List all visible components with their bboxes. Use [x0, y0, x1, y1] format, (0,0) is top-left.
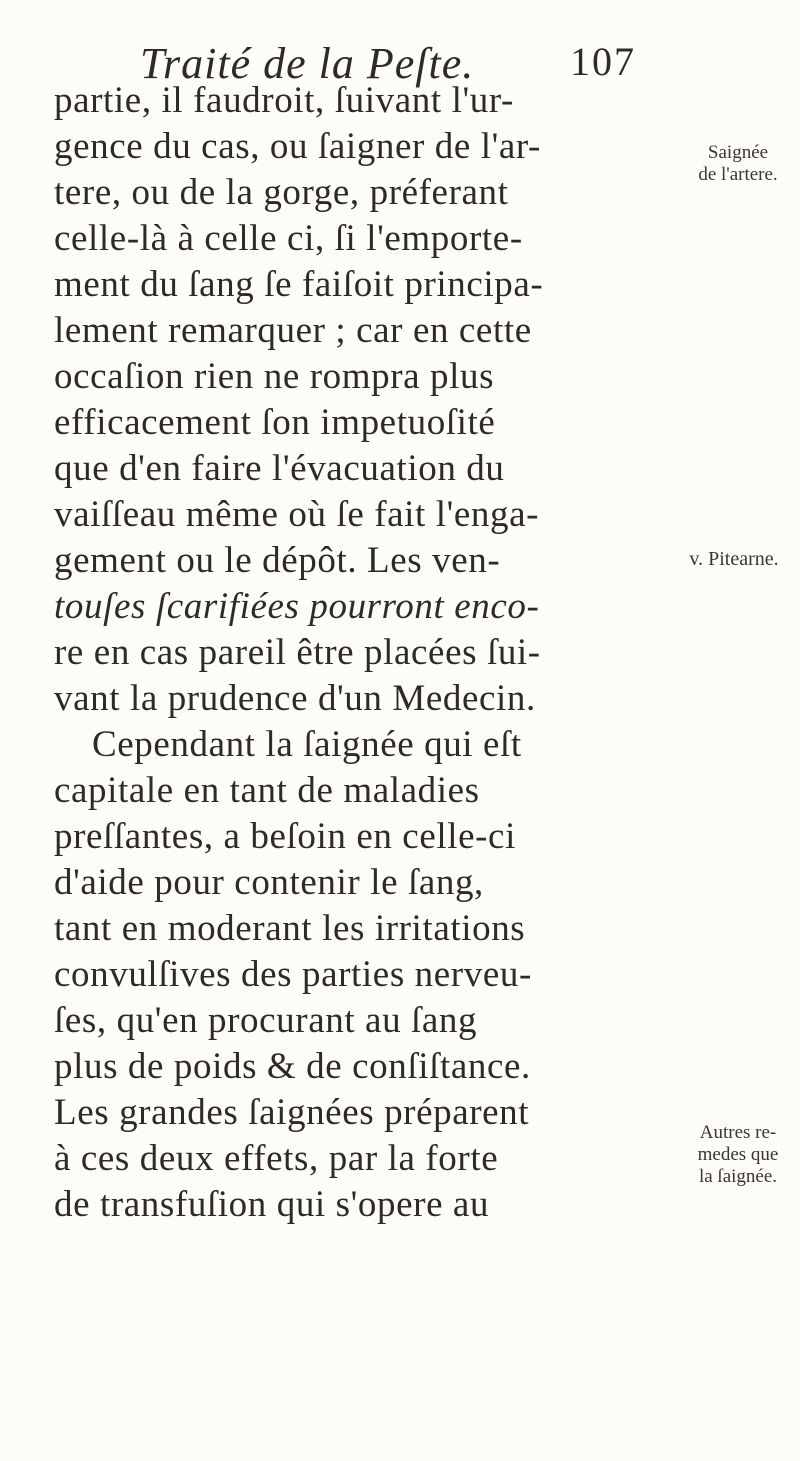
text-line: gence du cas, ou ſaigner de l'ar- [54, 126, 541, 167]
text-line: partie, il faudroit, ſuivant l'ur- [54, 80, 514, 121]
running-title: Traité de la Peſte. [140, 39, 475, 88]
margin-note-line: medes que [697, 1144, 779, 1165]
text-line: re en cas pareil être placées ſui- [54, 632, 541, 673]
margin-note-line: Saignée [707, 142, 769, 163]
text-line: occaſion rien ne rompra plus [54, 356, 495, 397]
text-line: gement ou le dépôt. Les ven- [54, 540, 501, 581]
text-line: tant en moderant les irritations [54, 908, 526, 949]
text-line: Les grandes ſaignées préparent [54, 1092, 530, 1133]
text-line: vaiſſeau même où ſe fait l'enga- [54, 494, 540, 535]
text-line: plus de poids & de conſiſtance. [54, 1046, 531, 1087]
text-line: d'aide pour contenir le ſang, [54, 862, 484, 903]
page-number: 107 [570, 39, 636, 84]
text-line: à ces deux effets, par la forte [54, 1138, 499, 1179]
margin-note-pitearne [672, 548, 796, 570]
text-line: que d'en faire l'évacuation du [54, 448, 505, 489]
margin-note-line: Autres re- [699, 1122, 777, 1143]
margin-note-line: v. Pitearne. [689, 548, 779, 570]
text-line: vant la prudence d'un Medecin. [54, 678, 536, 719]
margin-note-line: de l'artere. [698, 164, 778, 185]
margin-note-line: la ſaignée. [698, 1166, 778, 1187]
text-line: capitale en tant de maladies [54, 770, 480, 811]
text-line: tere, ou de la gorge, préferant [54, 172, 509, 213]
text-line: lement remarquer ; car en cette [54, 310, 532, 351]
text-line: efficacement ſon impetuoſité [54, 402, 496, 443]
text-line: preſſantes, a beſoin en celle-ci [54, 816, 516, 857]
text-line: convulſives des parties nerveu- [54, 954, 532, 995]
text-line: Cependant la ſaignée qui eſt [92, 724, 522, 765]
text-line: de transfuſion qui s'opere au [54, 1184, 490, 1225]
text-line: ſes, qu'en procurant au ſang [54, 1000, 478, 1041]
margin-note-autres-remedes [680, 1122, 796, 1188]
margin-note-saignee-artere [682, 142, 794, 186]
text-line: touſes ſcarifiées pourront enco- [54, 586, 540, 627]
text-line: ment du ſang ſe faiſoit principa- [54, 264, 544, 305]
text-line: celle-là à celle ci, ſi l'emporte- [54, 218, 523, 259]
